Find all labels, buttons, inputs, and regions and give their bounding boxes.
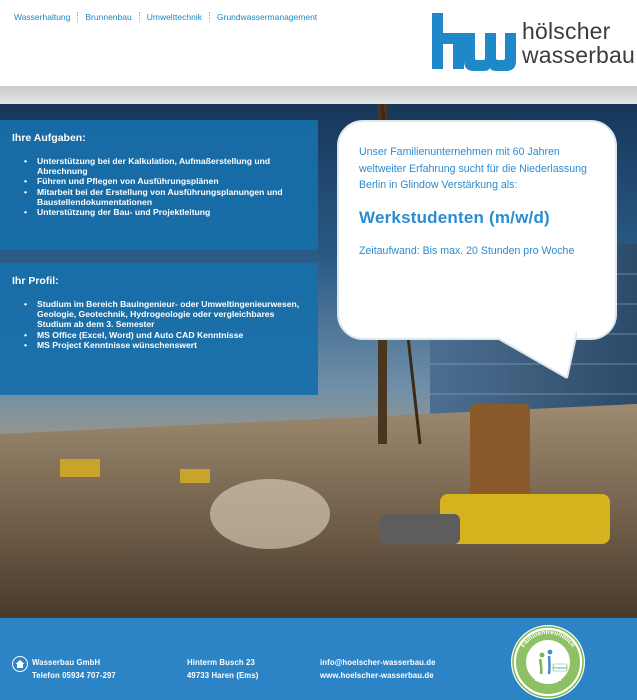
logo-line-1: hölscher xyxy=(522,18,611,44)
footer-company-name: Wasserbau GmbH xyxy=(32,658,101,667)
tasks-list xyxy=(12,156,306,217)
footer-company-column xyxy=(32,656,116,682)
family-friendly-certified-badge-icon xyxy=(508,622,588,700)
top-navigation xyxy=(14,12,324,22)
profile-item: • MS Office (Excel, Word) und Auto CAD Kenntnisse xyxy=(37,330,306,340)
footer-phone[interactable]: Telefon 05934 707-297 xyxy=(32,671,116,680)
task-item: • Unterstützung der Bau- und Projektleitung xyxy=(37,207,306,217)
speech-bubble-tail xyxy=(497,330,577,380)
company-logo[interactable] xyxy=(430,11,636,73)
profile-item: • Studium im Bereich Bauingenieur- oder Umweltingenieurwesen, Geologie, Geotechnik, Hydrogeologie oder vergleichbares Studium ab dem 3. Semester xyxy=(37,299,306,330)
nav-link-brunnenbau[interactable]: Brunnenbau xyxy=(77,12,138,22)
nav-link-wasserhaltung[interactable]: Wasserhaltung xyxy=(14,12,71,22)
profile-list xyxy=(12,299,306,350)
profile-panel xyxy=(0,263,318,395)
job-title-headline: Werkstudenten (m/w/d) xyxy=(359,207,550,227)
header-divider-band xyxy=(0,86,637,104)
svg-text:Emsland: Emsland xyxy=(553,666,567,671)
logo-line-2: wasserbau xyxy=(522,42,636,68)
footer-email-link[interactable]: info@hoelscher-wasserbau.de xyxy=(320,658,436,667)
tasks-panel xyxy=(0,120,318,250)
logo-wordmark xyxy=(522,19,635,67)
speech-bubble-body xyxy=(337,120,617,340)
svg-text:Familienfreundlich: Familienfreundlich xyxy=(519,628,577,649)
footer-address-column xyxy=(187,656,258,682)
footer-street: Hinterm Busch 23 xyxy=(187,658,255,667)
nav-link-umwelttechnik[interactable]: Umwelttechnik xyxy=(139,12,209,22)
hw-logo-mark-icon xyxy=(430,11,516,73)
profile-heading: Ihr Profil: xyxy=(12,275,59,287)
tasks-heading: Ihre Aufgaben: xyxy=(12,132,86,144)
nav-link-grundwassermanagement[interactable]: Grundwassermanagement xyxy=(209,12,324,22)
task-item: • Führen und Pflegen von Ausführungsplänen xyxy=(37,176,306,186)
svg-text:zertifiziert: zertifiziert xyxy=(533,676,563,687)
bubble-intro-text: Unser Familienunternehmen mit 60 Jahren weltweiter Erfahrung sucht für die Niederlassung Berlin in Glindow Verstärkung als: xyxy=(359,146,587,191)
footer-website-link[interactable]: www.hoelscher-wasserbau.de xyxy=(320,671,434,680)
task-item: • Mitarbeit bei der Erstellung von Ausführungsplanungen und Baustellendokumentationen xyxy=(37,187,306,207)
time-commitment-text: Zeitaufwand: Bis max. 20 Stunden pro Woche xyxy=(359,244,575,257)
home-icon xyxy=(12,656,28,672)
footer-contact-column xyxy=(320,656,436,682)
header xyxy=(0,0,637,86)
footer xyxy=(0,618,637,700)
footer-city: 49733 Haren (Ems) xyxy=(187,671,259,680)
task-item: • Unterstützung bei der Kalkulation, Aufmaßerstellung und Abrechnung xyxy=(37,156,306,176)
profile-item: • MS Project Kenntnisse wünschenswert xyxy=(37,340,306,350)
job-offer-speech-bubble xyxy=(337,120,617,380)
